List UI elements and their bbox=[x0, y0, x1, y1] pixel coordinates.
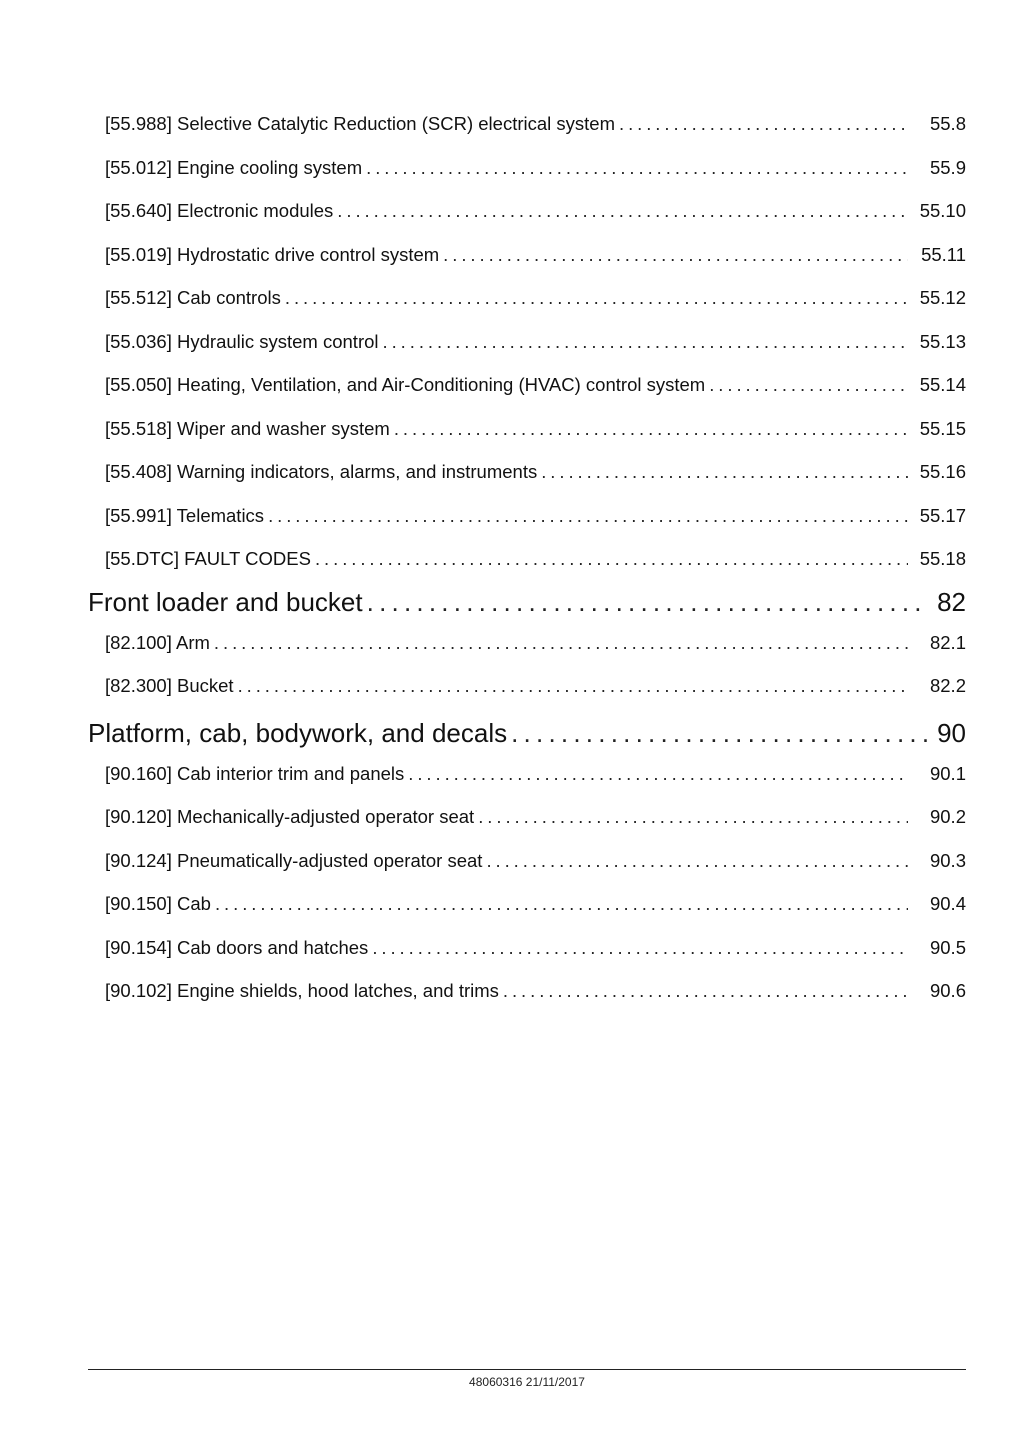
toc-entry-90-150[interactable] bbox=[88, 886, 966, 930]
toc-entry-page: 55.10 bbox=[919, 200, 966, 221]
toc-entry-title: [55.518] Wiper and washer system bbox=[105, 417, 390, 439]
toc-entry-90-160[interactable] bbox=[88, 756, 966, 800]
toc-entry-title: [55.012] Engine cooling system bbox=[105, 156, 363, 178]
toc-entry-title: [90.102] Engine shields, hood latches, and trims bbox=[105, 980, 499, 1001]
toc-entry-55-019[interactable] bbox=[88, 237, 966, 281]
toc-entry-page: 90.5 bbox=[929, 936, 966, 958]
toc-entry-title: [82.100] Arm bbox=[105, 631, 210, 653]
toc-entry-title: [90.160] Cab interior trim and panels bbox=[105, 762, 405, 784]
toc-chapter-title: Front loader and bucket bbox=[88, 586, 363, 617]
dot-leader bbox=[408, 756, 908, 792]
dot-leader bbox=[709, 367, 908, 403]
toc-entry-title: [90.120] Mechanically-adjusted operator seat bbox=[105, 806, 475, 827]
toc-chapter-page: 90 bbox=[937, 717, 966, 748]
toc-entry-90-120[interactable] bbox=[88, 799, 966, 843]
toc-entry-page: 55.11 bbox=[921, 243, 966, 265]
dot-leader bbox=[478, 799, 908, 835]
toc-entry-page: 90.2 bbox=[929, 806, 966, 827]
toc-entry-55-991[interactable] bbox=[88, 498, 966, 542]
footer-document-id: 48060316 21/11/2017 bbox=[469, 1375, 585, 1389]
toc-entry-page: 55.8 bbox=[929, 113, 966, 134]
dot-leader bbox=[372, 930, 908, 966]
toc-entry-page: 55.16 bbox=[919, 461, 966, 482]
dot-leader bbox=[337, 193, 908, 229]
toc-chapter-page: 82 bbox=[937, 586, 966, 617]
footer-divider bbox=[88, 1369, 966, 1370]
toc-entry-page: 55.18 bbox=[919, 548, 966, 569]
dot-leader bbox=[268, 498, 908, 534]
toc-entry-90-102[interactable] bbox=[88, 973, 966, 1017]
dot-leader bbox=[486, 843, 908, 879]
toc-entry-title: [55.050] Heating, Ventilation, and Air-Conditioning (HVAC) control system bbox=[105, 374, 706, 395]
toc-entry-page: 90.4 bbox=[929, 893, 966, 914]
toc-entry-title: [55.019] Hydrostatic drive control system bbox=[105, 243, 440, 265]
dot-leader bbox=[383, 324, 908, 360]
toc-entry-55-050[interactable] bbox=[88, 367, 966, 411]
toc-entry-title: [55.988] Selective Catalytic Reduction (SCR) electrical system bbox=[105, 113, 615, 134]
toc-entry-82-100[interactable] bbox=[88, 625, 966, 669]
toc-entry-page: 55.14 bbox=[919, 374, 966, 395]
dot-leader bbox=[215, 886, 908, 922]
toc-entry-55-640[interactable] bbox=[88, 193, 966, 237]
toc-entry-55-036[interactable] bbox=[88, 324, 966, 368]
toc-entry-title: [90.154] Cab doors and hatches bbox=[105, 936, 369, 958]
toc-entry-page: 55.12 bbox=[919, 287, 966, 308]
dot-leader bbox=[619, 106, 908, 142]
toc-entry-title: [55.512] Cab controls bbox=[105, 287, 281, 308]
toc-entry-page: 90.1 bbox=[929, 762, 966, 784]
toc-entry-page: 55.9 bbox=[929, 156, 966, 178]
dot-leader bbox=[315, 541, 908, 577]
toc-entry-page: 90.6 bbox=[929, 980, 966, 1001]
toc-entry-title: [55.640] Electronic modules bbox=[105, 200, 334, 221]
toc-entry-55-518[interactable] bbox=[88, 411, 966, 455]
toc-entry-title: [90.150] Cab bbox=[105, 893, 211, 914]
toc-entry-page: 82.1 bbox=[929, 631, 966, 653]
toc-entry-90-154[interactable] bbox=[88, 930, 966, 974]
toc-entry-55-408[interactable] bbox=[88, 454, 966, 498]
toc-chapter-82[interactable] bbox=[88, 581, 966, 623]
toc-chapter-90[interactable] bbox=[88, 712, 966, 754]
toc-entry-title: [55.DTC] FAULT CODES bbox=[105, 548, 311, 569]
dot-leader bbox=[541, 454, 908, 490]
dot-leader bbox=[394, 411, 908, 447]
toc-entry-90-124[interactable] bbox=[88, 843, 966, 887]
table-of-contents bbox=[88, 106, 966, 1017]
toc-entry-page: 82.2 bbox=[929, 675, 966, 696]
toc-entry-page: 55.15 bbox=[919, 417, 966, 439]
toc-entry-title: [55.991] Telematics bbox=[105, 504, 265, 526]
toc-entry-55-988[interactable] bbox=[88, 106, 966, 150]
dot-leader bbox=[367, 581, 928, 623]
dot-leader bbox=[443, 237, 908, 273]
toc-entry-page: 55.17 bbox=[919, 504, 966, 526]
dot-leader bbox=[503, 973, 908, 1009]
dot-leader bbox=[214, 625, 908, 661]
toc-entry-page: 55.13 bbox=[919, 330, 966, 352]
dot-leader bbox=[285, 280, 908, 316]
toc-chapter-title: Platform, cab, bodywork, and decals bbox=[88, 717, 508, 748]
toc-entry-title: [55.408] Warning indicators, alarms, and instruments bbox=[105, 461, 538, 482]
toc-entry-title: [82.300] Bucket bbox=[105, 675, 234, 696]
toc-entry-page: 90.3 bbox=[929, 849, 966, 871]
toc-entry-title: [55.036] Hydraulic system control bbox=[105, 330, 379, 352]
dot-leader bbox=[511, 712, 928, 754]
dot-leader bbox=[366, 150, 908, 186]
toc-entry-82-300[interactable] bbox=[88, 668, 966, 712]
toc-entry-55-012[interactable] bbox=[88, 150, 966, 194]
toc-entry-title: [90.124] Pneumatically-adjusted operator seat bbox=[105, 849, 483, 871]
toc-entry-55-512[interactable] bbox=[88, 280, 966, 324]
toc-entry-55-dtc[interactable] bbox=[88, 541, 966, 585]
dot-leader bbox=[238, 668, 908, 704]
